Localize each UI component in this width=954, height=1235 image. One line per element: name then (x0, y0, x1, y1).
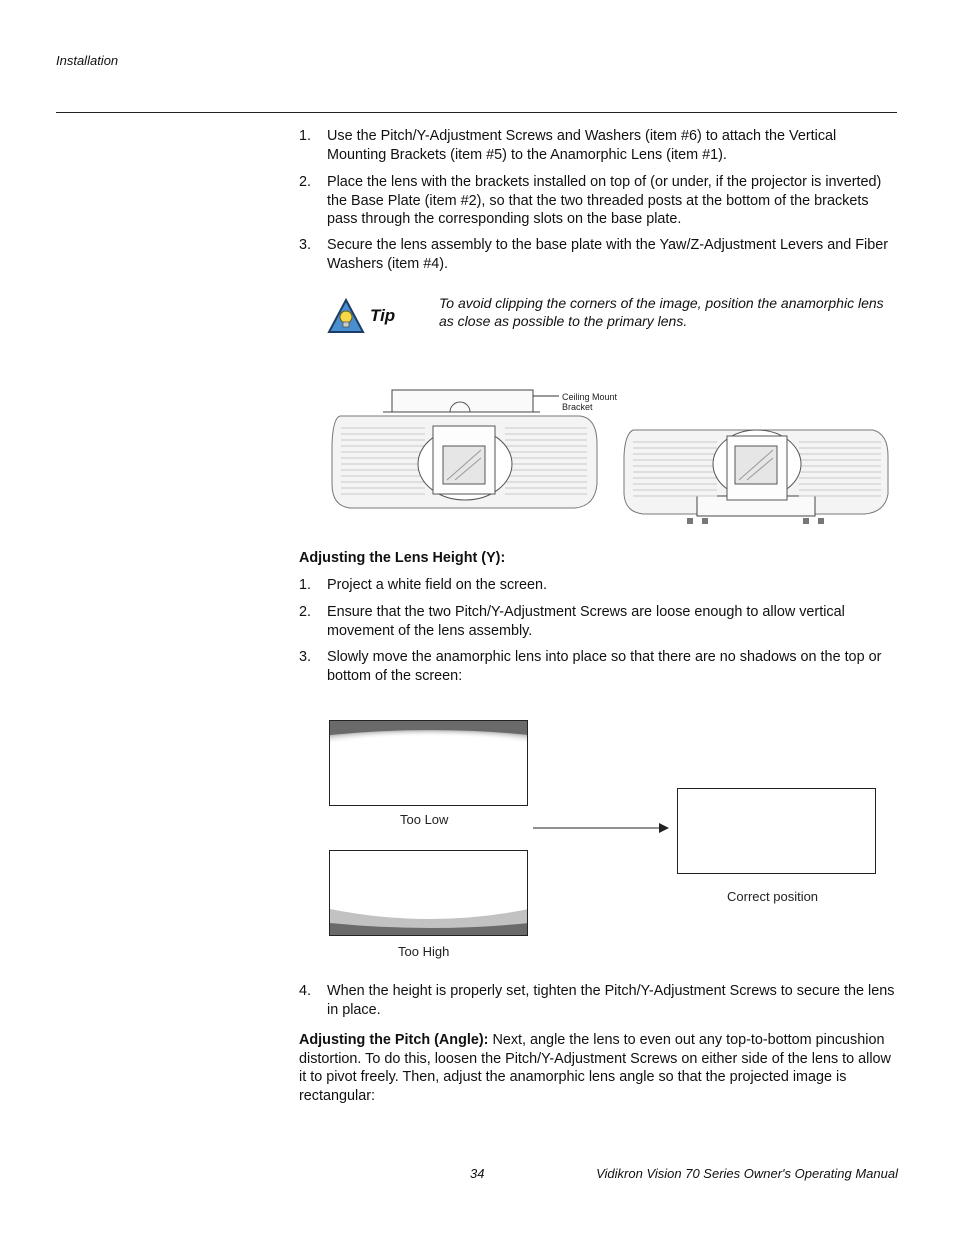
step-text: Slowly move the anamorphic lens into place so that there are no shadows on the top or bottom of the screen: (327, 649, 882, 684)
step-number: 1. (299, 128, 312, 144)
callout-line: Bracket (562, 402, 593, 412)
step-number: 3. (299, 649, 312, 665)
page-number: 34 (470, 1166, 485, 1181)
list-item (299, 127, 899, 164)
list-item (299, 982, 899, 1019)
callout-line: Ceiling Mount (562, 392, 618, 402)
list-item (299, 173, 899, 229)
step-text: Project a white field on the screen. (327, 577, 547, 593)
step-text: Ensure that the two Pitch/Y-Adjustment Screws are loose enough to allow vertical movement of the lens assembly. (327, 604, 845, 639)
section-heading: Adjusting the Lens Height (Y): (299, 550, 506, 566)
step-number: 4. (299, 983, 312, 999)
header-rule (56, 112, 897, 113)
step-text: When the height is properly set, tighten the Pitch/Y-Adjustment Screws to secure the lens in place. (327, 983, 895, 1018)
callout-label (562, 392, 617, 412)
arrow-icon (533, 820, 671, 836)
list-item (299, 236, 899, 273)
step-text: Use the Pitch/Y-Adjustment Screws and Washers (item #6) to attach the Vertical Mounting Brackets (item #5) to the Anamorphic Lens (item #1). (327, 128, 837, 163)
step-number: 2. (299, 604, 312, 620)
pitch-paragraph (299, 1031, 899, 1105)
step-number: 2. (299, 174, 312, 190)
correct-label: Correct position (727, 889, 819, 904)
step-text: Place the lens with the brackets installed on top of (or under, if the projector is inverted) the Base Plate (item #2), so that the two threaded posts at the bottom of the brackets pass through the corresponding slots on the base plate. (327, 174, 882, 228)
tip-text: To avoid clipping the corners of the image, position the anamorphic lens as close as possible to the primary lens. (439, 295, 884, 329)
too-high-screen (329, 850, 528, 936)
tip-label: Tip (370, 306, 396, 325)
pitch-lead: Adjusting the Pitch (Angle): (299, 1032, 489, 1048)
step-number: 1. (299, 577, 312, 593)
list-item (299, 603, 899, 640)
tip-icon (327, 298, 365, 334)
manual-title: Vidikron Vision 70 Series Owner's Operating Manual (596, 1166, 898, 1181)
too-high-label: Too High (398, 944, 450, 959)
pitch-text: Next, angle the lens to even out any top-to-bottom pincushion distortion. To do this, loosen the Pitch/Y-Adjustment Screws on either side of the lens to allow it to pivot freely. Then, adjust the anamorphic lens angle so that the projected image is rectangular: (299, 1032, 891, 1104)
list-item (299, 576, 899, 595)
running-header: Installation (56, 53, 119, 68)
correct-screen (677, 788, 876, 874)
step-number: 3. (299, 237, 312, 253)
step-text: Secure the lens assembly to the base plate with the Yaw/Z-Adjustment Levers and Fiber Washers (item #4). (327, 237, 888, 272)
too-low-label: Too Low (400, 812, 449, 827)
list-item (299, 648, 899, 685)
too-low-screen (329, 720, 528, 806)
